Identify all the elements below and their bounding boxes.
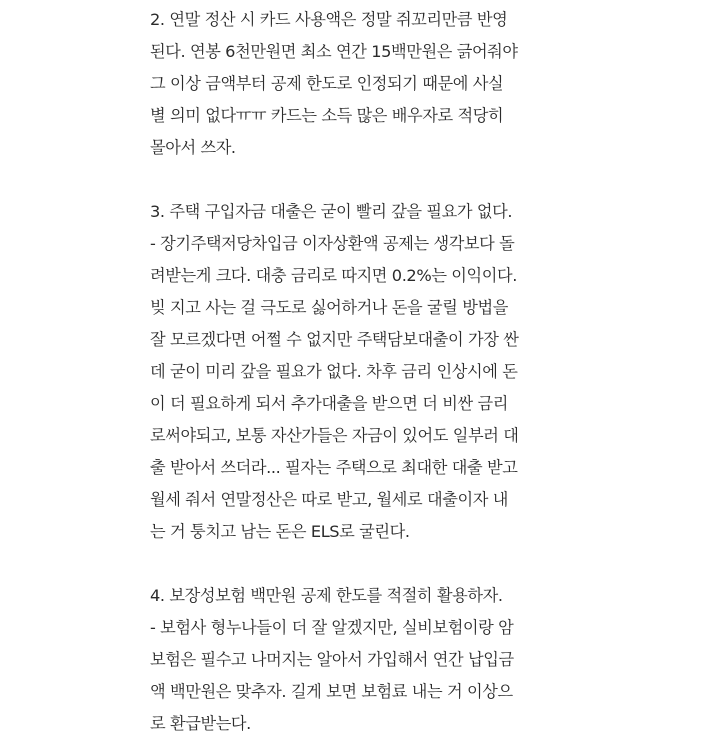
paragraph-gap <box>150 548 580 580</box>
text-line: 빚 지고 사는 걸 극도로 싫어하거나 돈을 굴릴 방법을 <box>150 298 508 317</box>
text-line: 2. 연말 정산 시 카드 사용액은 정말 쥐꼬리만큼 반영 <box>150 10 508 29</box>
document-body <box>150 4 580 740</box>
text-line: 이 더 필요하게 되서 추가대출을 받으면 더 비싼 금리 <box>150 394 508 413</box>
text-line: 된다. 연봉 6천만원면 최소 연간 15백만원은 긁어줘야 <box>150 42 518 61</box>
text-line: 그 이상 금액부터 공제 한도로 인정되기 때문에 사실 <box>150 74 504 93</box>
paragraph-gap <box>150 164 580 196</box>
text-line: 로써야되고, 보통 자산가들은 자금이 있어도 일부러 대 <box>150 426 519 445</box>
text-line: 3. 주택 구입자금 대출은 굳이 빨리 갚을 필요가 없다. <box>150 202 513 221</box>
text-line: 월세 줘서 연말정산은 따로 받고, 월세로 대출이자 내 <box>150 490 508 509</box>
text-line: 는 거 퉁치고 남는 돈은 ELS로 굴린다. <box>150 522 410 541</box>
text-line: 출 받아서 쓰더라... 필자는 주택으로 최대한 대출 받고 <box>150 458 518 477</box>
text-line: 별 의미 없다ㅠㅠ 카드는 소득 많은 배우자로 적당히 <box>150 106 504 125</box>
text-line: 려받는게 크다. 대충 금리로 따지면 0.2%는 이익이다. <box>150 266 517 285</box>
text-line: 데 굳이 미리 갚을 필요가 없다. 차후 금리 인상시에 돈 <box>150 362 518 381</box>
text-line: 4. 보장성보험 백만원 공제 한도를 적절히 활용하자. <box>150 586 503 605</box>
text-line: 로 환급받는다. <box>150 714 251 733</box>
section-housing-loan <box>150 196 580 548</box>
section-card-deduction <box>150 4 580 164</box>
text-line: 보험은 필수고 나머지는 알아서 가입해서 연간 납입금 <box>150 650 514 669</box>
text-line: 액 백만원은 맞추자. 길게 보면 보험료 내는 거 이상으 <box>150 682 513 701</box>
text-line: 잘 모르겠다면 어쩔 수 없지만 주택담보대출이 가장 싼 <box>150 330 519 349</box>
text-line: 몰아서 쓰자. <box>150 138 236 157</box>
section-insurance <box>150 580 580 740</box>
text-line: - 장기주택저당차입금 이자상환액 공제는 생각보다 돌 <box>150 234 515 253</box>
text-line: - 보험사 형누나들이 더 잘 알겠지만, 실비보험이랑 암 <box>150 618 514 637</box>
